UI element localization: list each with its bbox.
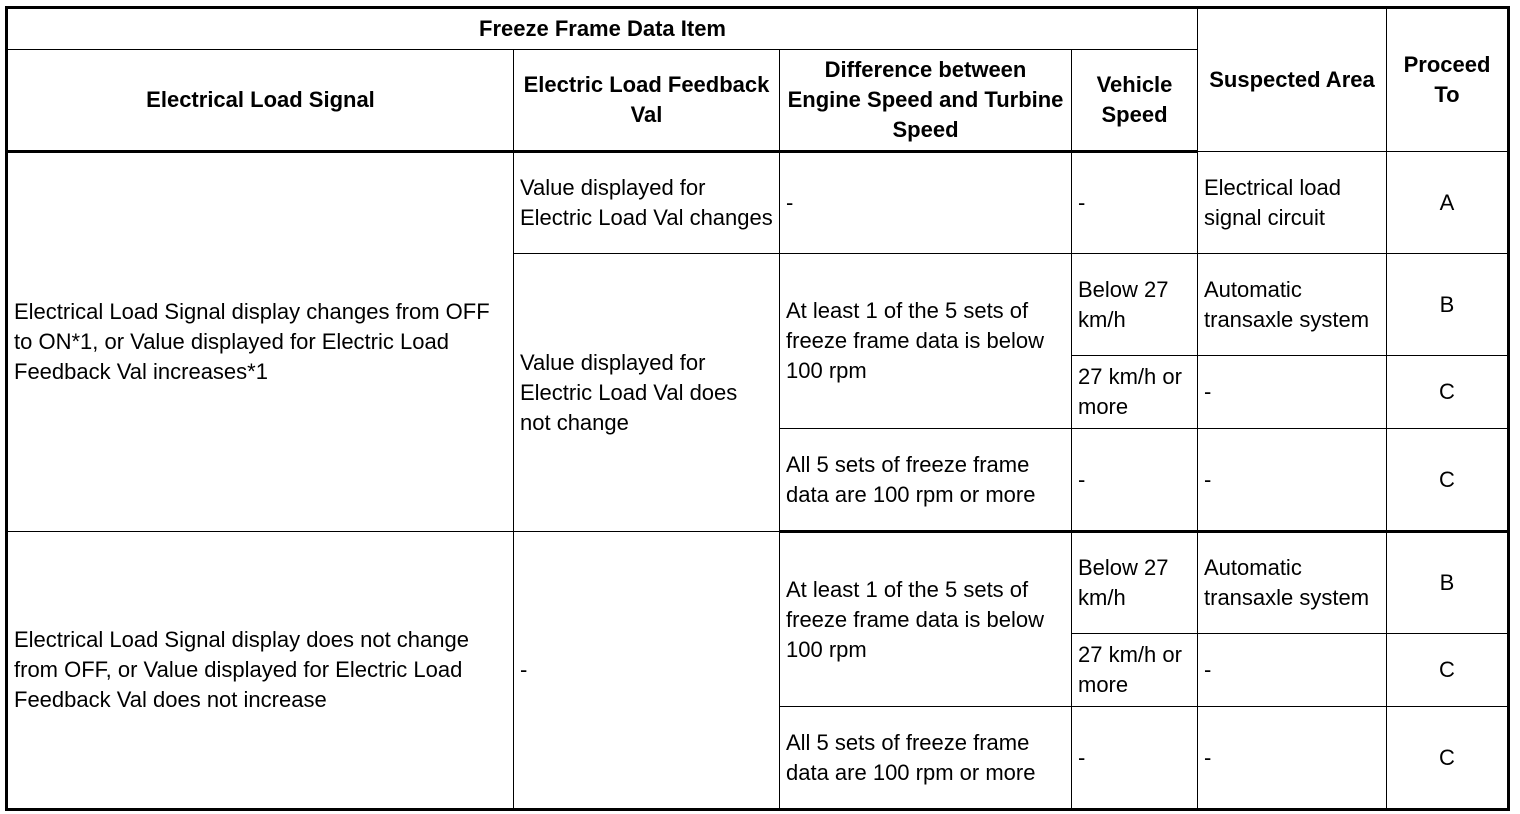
- table-header: [7, 8, 1509, 152]
- header-electrical-load-signal: Electrical Load Signal: [7, 50, 514, 152]
- group2-electrical-load-signal: Electrical Load Signal display does not change from OFF, or Value displayed for Electric Load Feedback Val does not increase: [7, 532, 514, 810]
- header-speed-difference: Difference between Engine Speed and Turbine Speed: [780, 50, 1072, 152]
- group1-row2-proceed-to: B: [1387, 254, 1509, 356]
- group2-row2-vehicle-speed: 27 km/h or more: [1072, 634, 1198, 707]
- header-proceed-to: Proceed To: [1387, 8, 1509, 152]
- group2-row3-speed-difference: All 5 sets of freeze frame data are 100 rpm or more: [780, 707, 1072, 810]
- group1-row4-vehicle-speed: -: [1072, 429, 1198, 532]
- group1-row3-vehicle-speed: 27 km/h or more: [1072, 356, 1198, 429]
- group2-row2-proceed-to: C: [1387, 634, 1509, 707]
- group1-row1-speed-difference: -: [780, 152, 1072, 254]
- group1-feedback-no-change: Value displayed for Electric Load Val does not change: [514, 254, 780, 532]
- group2-row1-speed-difference: At least 1 of the 5 sets of freeze frame data is below 100 rpm: [780, 532, 1072, 707]
- group1-row3-suspected-area: -: [1198, 356, 1387, 429]
- group2-row1-vehicle-speed: Below 27 km/h: [1072, 532, 1198, 634]
- group2-row2-suspected-area: -: [1198, 634, 1387, 707]
- header-vehicle-speed: Vehicle Speed: [1072, 50, 1198, 152]
- header-freeze-frame-data-item: Freeze Frame Data Item: [7, 8, 1198, 50]
- group1-row2-speed-difference: At least 1 of the 5 sets of freeze frame data is below 100 rpm: [780, 254, 1072, 429]
- table-row: [7, 152, 1509, 254]
- group1-row2-vehicle-speed: Below 27 km/h: [1072, 254, 1198, 356]
- freeze-frame-table: [5, 6, 1510, 811]
- group1-row3-proceed-to: C: [1387, 356, 1509, 429]
- group1-row1-suspected-area: Electrical load signal circuit: [1198, 152, 1387, 254]
- group1-electrical-load-signal: Electrical Load Signal display changes from OFF to ON*1, or Value displayed for Electric Load Feedback Val increases*1: [7, 152, 514, 532]
- group2-row3-proceed-to: C: [1387, 707, 1509, 810]
- group1-row1-proceed-to: A: [1387, 152, 1509, 254]
- table-row: [7, 532, 1509, 634]
- group1-row1-feedback: Value displayed for Electric Load Val changes: [514, 152, 780, 254]
- header-electric-load-feedback-val: Electric Load Feedback Val: [514, 50, 780, 152]
- group2-row3-suspected-area: -: [1198, 707, 1387, 810]
- group1-row2-suspected-area: Automatic transaxle system: [1198, 254, 1387, 356]
- group2-row1-suspected-area: Automatic transaxle system: [1198, 532, 1387, 634]
- group1-row4-speed-difference: All 5 sets of freeze frame data are 100 rpm or more: [780, 429, 1072, 532]
- group2-feedback: -: [514, 532, 780, 810]
- group1-row4-proceed-to: C: [1387, 429, 1509, 532]
- group2-row3-vehicle-speed: -: [1072, 707, 1198, 810]
- group1-row1-vehicle-speed: -: [1072, 152, 1198, 254]
- table-body: [7, 152, 1509, 810]
- group1-row4-suspected-area: -: [1198, 429, 1387, 532]
- header-suspected-area: Suspected Area: [1198, 8, 1387, 152]
- group2-row1-proceed-to: B: [1387, 532, 1509, 634]
